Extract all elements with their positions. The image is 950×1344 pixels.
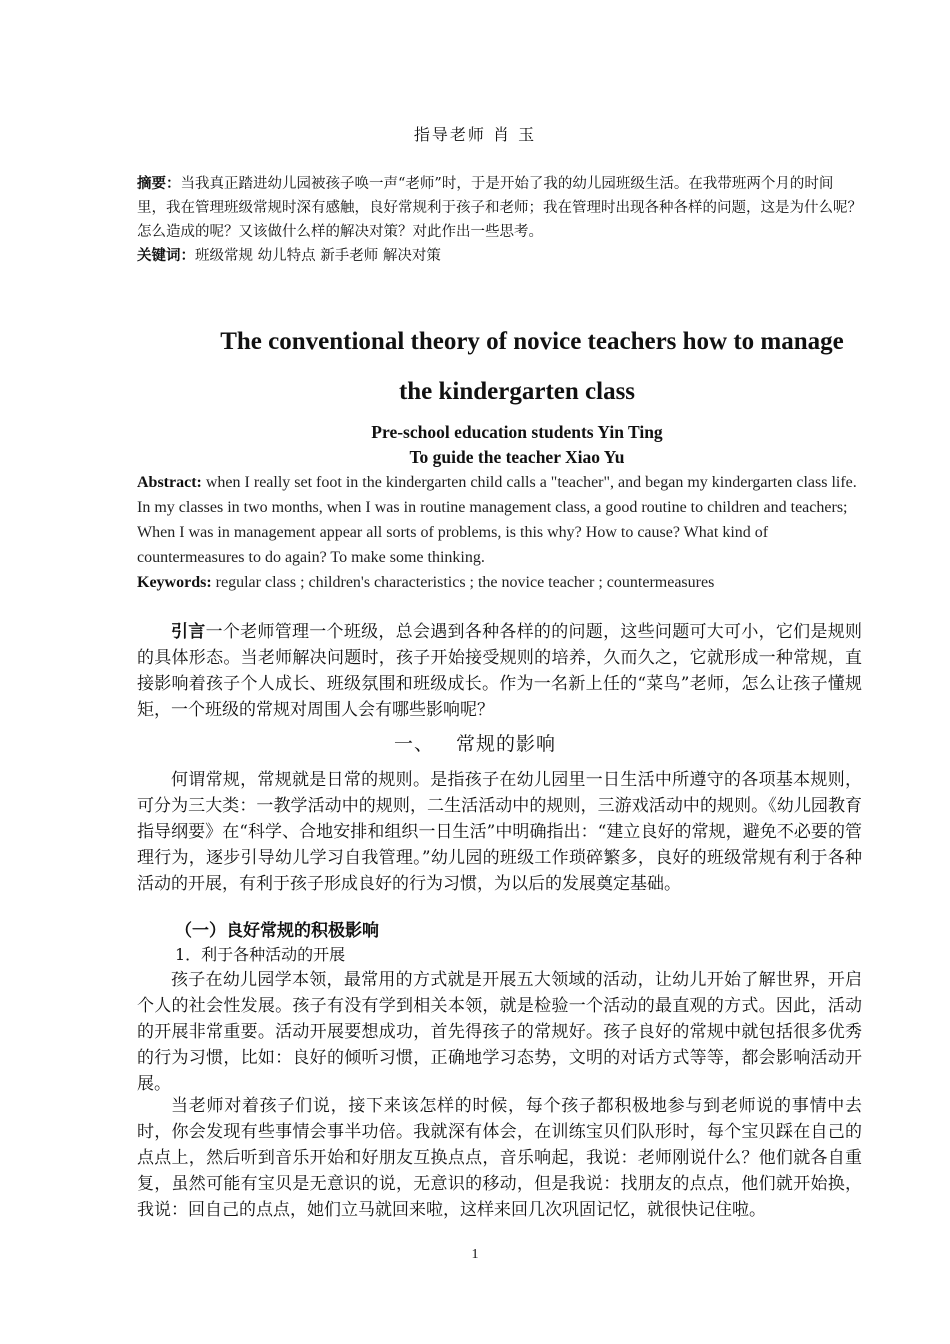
english-keywords-label: Keywords: <box>137 574 212 591</box>
chinese-abstract-text: 当我真正踏进幼儿园被孩子唤一声“老师”时，于是开始了我的幼儿园班级生活。在我带班两个月的时间里，我在管理班级常规时深有感触，良好常规利于孩子和老师；我在管理时出现各种各样的问题，这是为什么呢？怎么造成的呢？又该做什么样的解决对策？对此作出一些思考。 <box>137 176 862 240</box>
chinese-abstract-label: 摘要： <box>137 176 181 192</box>
introduction-paragraph <box>137 619 862 723</box>
english-title-line-1: The conventional theory of novice teachers how to manage <box>220 328 844 355</box>
chinese-abstract-block <box>137 172 862 268</box>
introduction-label: 引言 <box>171 622 206 642</box>
chinese-keywords-label: 关键词： <box>137 248 195 264</box>
body-paragraph-1: 何谓常规，常规就是日常的规则。是指孩子在幼儿园里一日生活中所遵守的各项基本规则，可分为三大类：一教学活动中的规则，二生活活动中的规则，三游戏活动中的规则。《幼儿园教育指导纲要》在“科学、合地安排和组织一日生活”中明确指出：“建立良好的常规，避免不必要的管理行为，逐步引导幼儿学习自我管理。”幼儿园的班级工作琐碎繁多，良好的班级常规有利于各种活动的开展，有利于孩子形成良好的行为习惯，为以后的发展奠定基础。 <box>137 770 862 894</box>
english-abstract-text: when I really set foot in the kindergarten child calls a "teacher", and began my kindergarten class life. In my classes in two months, when I was in routine management class, a good routine to children and teachers; When I was in management appear all sorts of problems, is this why? How to cause? What kind of countermeasures to do again? To make some thinking. <box>137 474 857 566</box>
chinese-keywords <box>137 244 862 268</box>
english-abstract <box>137 470 867 570</box>
chinese-keywords-text: 班级常规 幼儿特点 新手老师 解决对策 <box>195 248 441 264</box>
section-number: 一、 <box>393 733 434 755</box>
page-number: 1 <box>471 1247 479 1262</box>
english-keywords <box>137 570 867 595</box>
english-author: Pre-school education students Yin Ting <box>371 422 663 442</box>
english-title-line-2: the kindergarten class <box>398 378 636 405</box>
subsection-heading: （一）良好常规的积极影响 <box>175 921 379 941</box>
subsubsection-heading: 1．利于各种活动的开展 <box>175 945 346 964</box>
english-keywords-text: regular class ; children's characteristics ; the novice teacher ; countermeasures <box>211 574 715 591</box>
body-paragraph-2: 孩子在幼儿园学本领，最常用的方式就是开展五大领域的活动，让幼儿开始了解世界，开启个人的社会性发展。孩子有没有学到相关本领，就是检验一个活动的最直观的方式。因此，活动的开展非常重要。活动开展要想成功，首先得孩子的常规好。孩子良好的常规中就包括很多优秀的行为习惯，比如：良好的倾听习惯，正确地学习态势，文明的对话方式等等，都会影响活动开展。 <box>137 970 862 1094</box>
introduction-text: 一个老师管理一个班级，总会遇到各种各样的的问题，这些问题可大可小，它们是规则的具体形态。当老师解决问题时，孩子开始接受规则的培养，久而久之，它就形成一种常规，直接影响着孩子个人成长、班级氛围和班级成长。作为一名新上任的“菜鸟”老师，怎么让孩子懂规矩，一个班级的常规对周围人会有哪些影响呢？ <box>137 622 863 720</box>
english-advisor: To guide the teacher Xiao Yu <box>409 447 625 467</box>
chinese-abstract <box>137 172 862 244</box>
english-abstract-label: Abstract: <box>137 474 202 491</box>
section-title: 常规的影响 <box>456 733 557 755</box>
body-paragraph-3: 当老师对着孩子们说，接下来该怎样的时候，每个孩子都积极地参与到老师说的事情中去时，你会发现有些事情会事半功倍。我就深有体会，在训练宝贝们队形时，每个宝贝踩在自己的点点上，然后听到音乐开始和好朋友互换点点，音乐响起，我说：老师刚说什么？他们就各自重复，虽然可能有宝贝是无意识的说，无意识的移动，但是我说：找朋友的点点，他们就开始换，我说：回自己的点点，她们立马就回来啦，这样来回几次巩固记忆，就很快记住啦。 <box>137 1096 862 1220</box>
advisor-line: 指导老师 肖 玉 <box>413 125 537 144</box>
section-heading-1 <box>0 729 950 756</box>
